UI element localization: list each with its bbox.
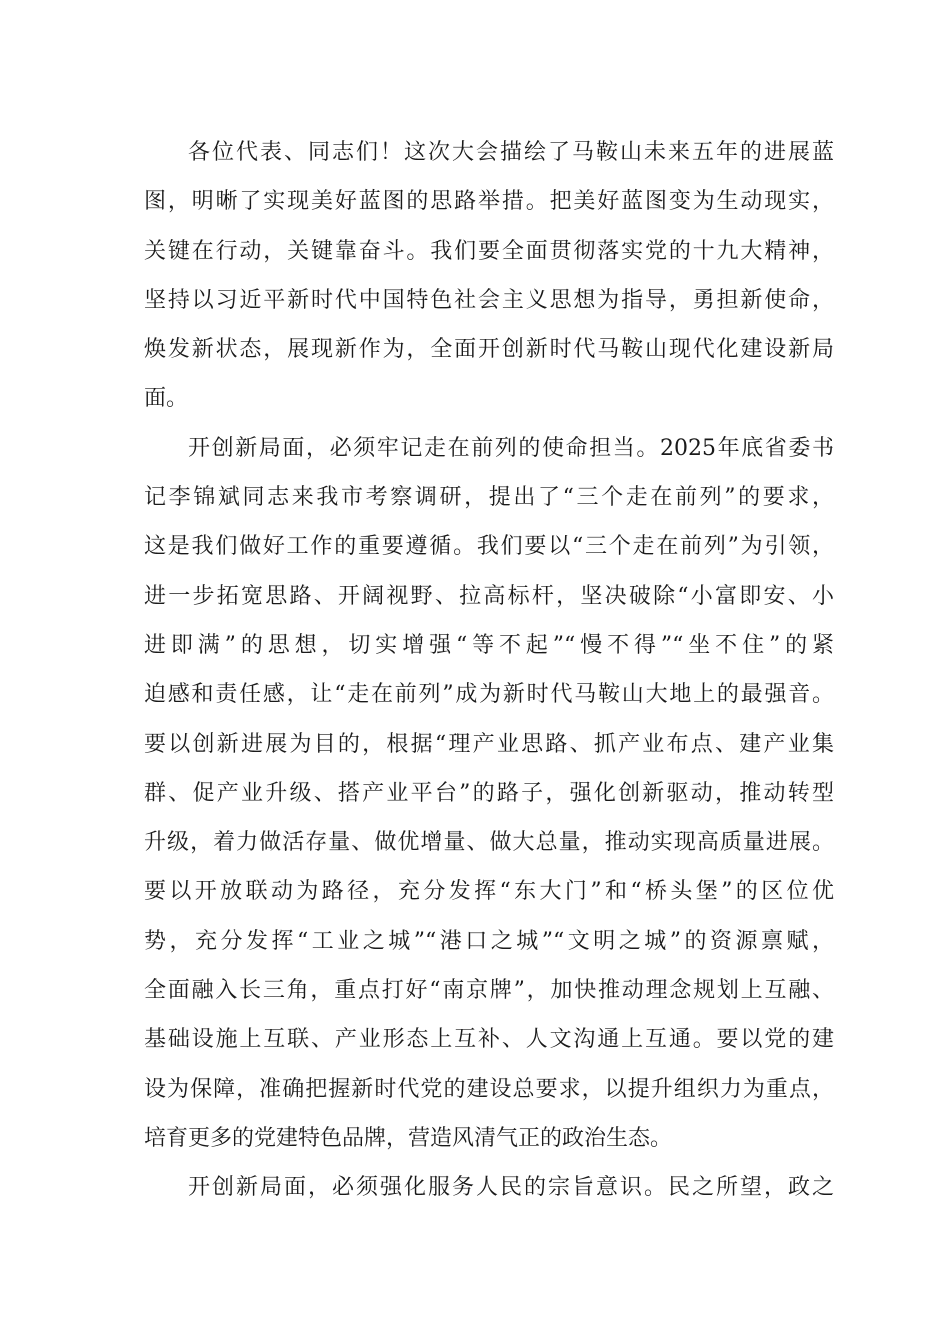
text-line: 群、促产业升级、搭产业平台”的路子，强化创新驱动，推动转型 — [144, 780, 834, 806]
text-line: 记李锦斌同志来我市考察调研，提出了“三个走在前列”的要求， — [144, 485, 834, 511]
text-line: 迫感和责任感，让“走在前列”成为新时代马鞍山大地上的最强音。 — [144, 682, 834, 708]
text-line: 各位代表、同志们！这次大会描绘了马鞍山未来五年的进展蓝 — [188, 140, 834, 165]
text-line: 培育更多的党建特色品牌，营造风清气正的政治生态。 — [144, 1125, 673, 1151]
text-line: 开创新局面，必须牢记走在前列的使命担当。2025年底省委书 — [188, 435, 834, 461]
paragraph-2 — [144, 424, 834, 1163]
text-line: 基础设施上互联、产业形态上互补、人文沟通上互通。要以党的建 — [144, 1027, 834, 1053]
text-line: 势，充分发挥“工业之城”“港口之城”“文明之城”的资源禀赋， — [144, 928, 834, 954]
text-line: 坚持以习近平新时代中国特色社会主义思想为指导，勇担新使命， — [144, 287, 834, 313]
text-line: 面。 — [144, 386, 189, 412]
text-line: 焕发新状态，展现新作为，全面开创新时代马鞍山现代化建设新局 — [144, 337, 834, 363]
text-line: 开创新局面，必须强化服务人民的宗旨意识。民之所望，政之 — [188, 1175, 834, 1201]
text-line: 这是我们做好工作的重要遵循。我们要以“三个走在前列”为引领， — [144, 534, 834, 560]
paragraph-1 — [144, 128, 834, 424]
text-line: 设为保障，准确把握新时代党的建设总要求，以提升组织力为重点， — [144, 1076, 834, 1102]
text-line: 关键在行动，关键靠奋斗。我们要全面贯彻落实党的十九大精神， — [144, 238, 834, 264]
text-line: 进一步拓宽思路、开阔视野、拉高标杆，坚决破除“小富即安、小 — [144, 583, 834, 609]
body-text — [144, 128, 834, 1213]
text-line: 图，明晰了实现美好蓝图的思路举措。把美好蓝图变为生动现实， — [144, 189, 834, 215]
paragraph-3 — [144, 1163, 834, 1212]
text-line: 全面融入长三角，重点打好“南京牌”，加快推动理念规划上互融、 — [144, 978, 834, 1004]
text-line: 进即满”的思想，切实增强“等不起”“慢不得”“坐不住”的紧 — [144, 632, 834, 658]
text-line: 升级，着力做活存量、做优增量、做大总量，推动实现高质量进展。 — [144, 830, 834, 856]
text-line: 要以创新进展为目的，根据“理产业思路、抓产业布点、建产业集 — [144, 731, 834, 757]
text-line: 要以开放联动为路径，充分发挥“东大门”和“桥头堡”的区位优 — [144, 879, 834, 905]
